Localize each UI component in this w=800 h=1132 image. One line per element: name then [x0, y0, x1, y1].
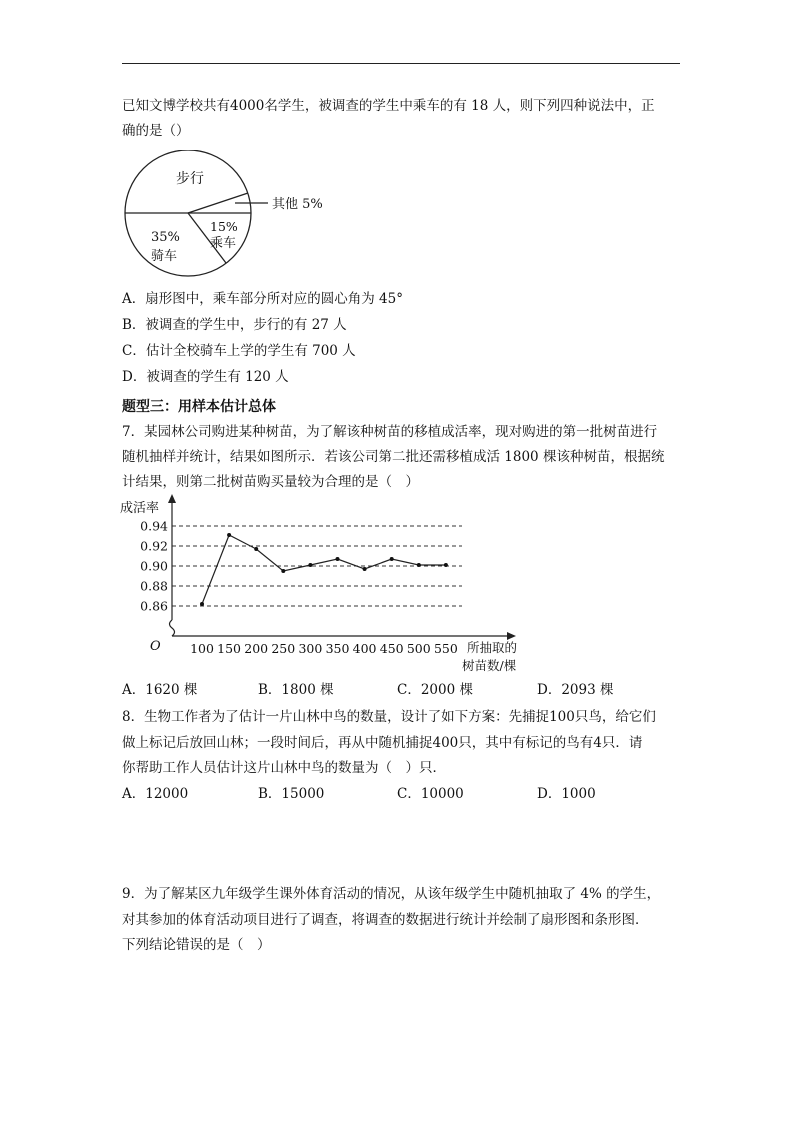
line-chart [110, 494, 550, 679]
data-point [390, 557, 394, 561]
q8-option-a: A．12000 [122, 786, 189, 802]
x-axis-label-line2: 树苗数/棵 [462, 658, 517, 673]
y-tick-label: 0.90 [140, 558, 168, 574]
x-axis-label-line1: 所抽取的 [467, 640, 518, 655]
q8-option-c: C．10000 [397, 786, 464, 802]
q6-option-d: D．被调查的学生有 120 人 [122, 369, 289, 385]
q6-option-a: A．扇形图中，乘车部分所对应的圆心角为 45° [122, 291, 403, 307]
data-point [336, 557, 340, 561]
x-tick-label: 200 [244, 641, 269, 656]
data-point [444, 563, 448, 567]
y-axis-break [170, 620, 175, 636]
y-tick-label: 0.86 [140, 598, 168, 614]
label-bus-pct: 15% [210, 219, 238, 234]
y-tick-label: 0.94 [140, 518, 168, 534]
label-walk: 步行 [176, 171, 204, 187]
q8-option-b: B．15000 [258, 786, 325, 802]
label-other: 其他 5% [272, 197, 323, 212]
q8-stem-line2: 做上标记后放回山林；一段时间后，再从中随机捕捉400只，其中有标记的鸟有4只．请 [122, 735, 643, 751]
y-tick-label: 0.88 [140, 578, 168, 594]
data-point [227, 533, 231, 537]
q9-stem-line2: 对其参加的体育活动项目进行了调查，将调查的数据进行统计并绘制了扇形图和条形图． [122, 912, 649, 928]
x-tick-label: 550 [433, 641, 458, 656]
label-bus: 乘车 [210, 236, 237, 251]
origin-label: O [150, 639, 161, 654]
data-point [281, 569, 285, 573]
data-point [308, 563, 312, 567]
q7-stem-line1: 7．某园林公司购进某种树苗，为了解该种树苗的移植成活率，现对购进的第一批树苗进行 [122, 424, 658, 440]
y-tick-label: 0.92 [140, 538, 168, 554]
q6-option-c: C．估计全校骑车上学的学生有 700 人 [122, 343, 356, 359]
q8-option-d: D．1000 [537, 786, 596, 802]
q9-stem-line3: 下列结论错误的是（ ） [122, 937, 271, 953]
q8-stem-line1: 8．生物工作者为了估计一片山林中鸟的数量，设计了如下方案：先捕捉100只鸟，给它们 [122, 709, 656, 725]
q7-stem-line3: 计结果，则第二批树苗购买量较为合理的是（ ） [122, 474, 419, 490]
series-line [202, 535, 446, 604]
x-tick-label: 500 [406, 641, 431, 656]
q7-option-b: B．1800 棵 [258, 682, 334, 698]
q9-stem-line1: 9．为了解某区九年级学生课外体育活动的情况，从该年级学生中随机抽取了 4% 的学生， [122, 886, 661, 902]
data-point [254, 547, 258, 551]
x-tick-label: 150 [217, 641, 242, 656]
q7-option-a: A．1620 棵 [122, 682, 198, 698]
pie-chart [118, 150, 348, 280]
section-title: 题型三：用样本估计总体 [122, 399, 276, 415]
y-axis-arrow [168, 494, 176, 503]
data-point [363, 567, 367, 571]
q6-option-b: B．被调查的学生中，步行的有 27 人 [122, 317, 347, 333]
q6-stem-line2: 确的是（） [122, 123, 190, 139]
x-axis-arrow [507, 632, 516, 640]
x-tick-label: 300 [298, 641, 323, 656]
label-bike: 骑车 [151, 249, 178, 264]
data-point [200, 602, 204, 606]
header-rule [122, 63, 680, 64]
q7-option-c: C．2000 棵 [397, 682, 473, 698]
label-bike-pct: 35% [151, 230, 180, 245]
data-point [417, 563, 421, 567]
x-tick-label: 250 [271, 641, 296, 656]
x-tick-label: 350 [325, 641, 350, 656]
x-tick-label: 400 [352, 641, 377, 656]
x-tick-label: 100 [190, 641, 214, 656]
q8-stem-line3: 你帮助工作人员估计这片山林中鸟的数量为（ ）只． [122, 760, 446, 776]
q7-stem-line2: 随机抽样并统计，结果如图所示．若该公司第二批还需移植成活 1800 棵该种树苗，根据统 [122, 449, 665, 465]
q6-stem-line1: 已知文博学校共有4000名学生，被调查的学生中乘车的有 18 人，则下列四种说法中，正 [122, 98, 655, 114]
x-tick-label: 450 [379, 641, 404, 656]
q7-option-d: D．2093 棵 [537, 682, 614, 698]
y-axis-label: 成活率 [120, 501, 160, 516]
